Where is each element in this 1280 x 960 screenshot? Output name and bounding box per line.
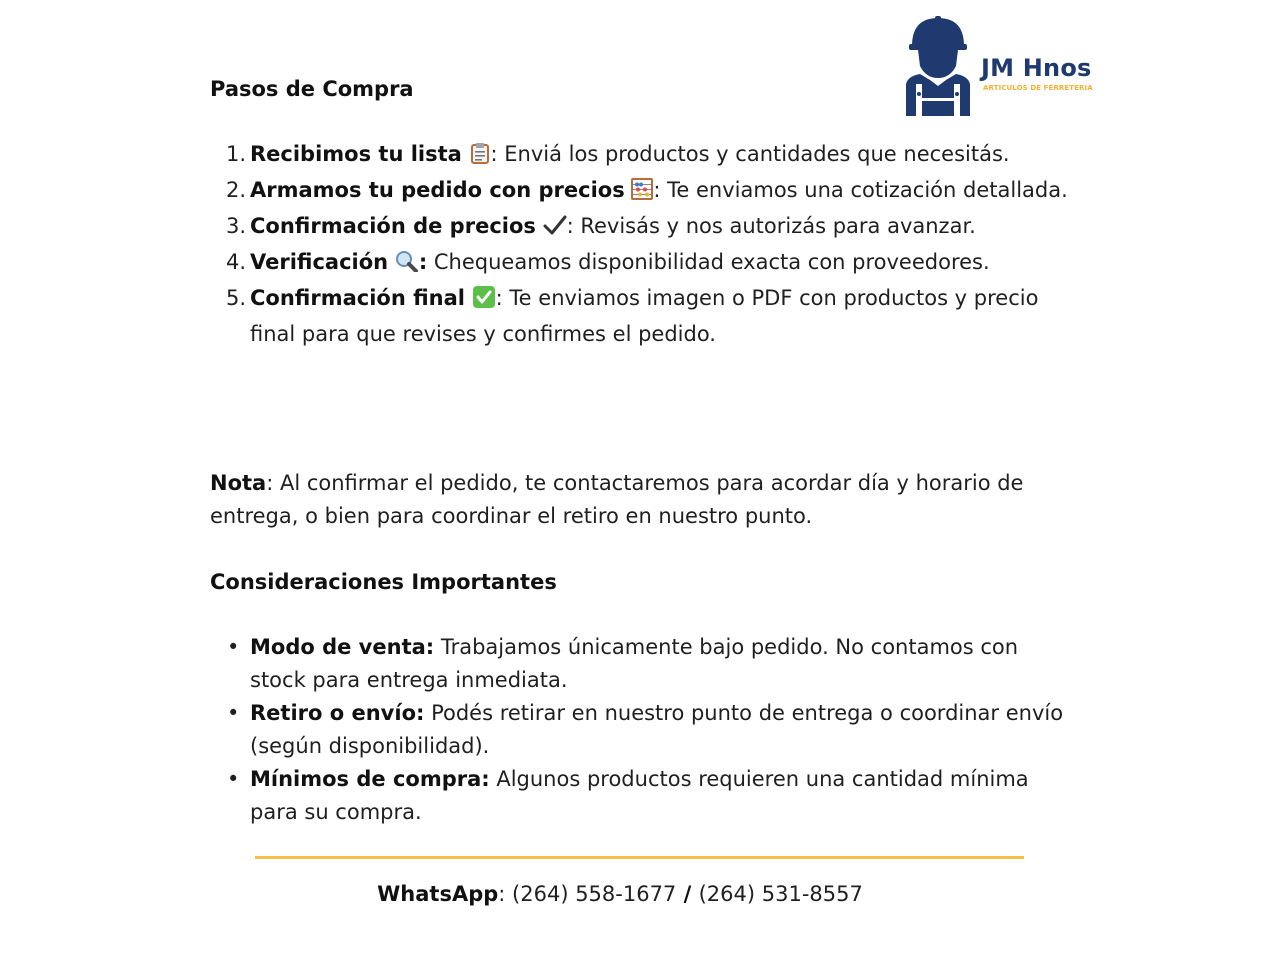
step-item (210, 246, 1070, 282)
step-text: Te enviamos imagen o PDF con productos y precio final para que revises y confirmes el pedido. (250, 286, 1039, 346)
clipboard-icon (469, 141, 491, 174)
bullet: • (227, 701, 240, 725)
considerations-title: Consideraciones Importantes (210, 570, 557, 594)
steps-list (210, 138, 1070, 351)
step-separator: : (490, 142, 498, 166)
consideration-text: Algunos productos requieren una cantidad mínima para su compra. (250, 767, 1029, 824)
whatsapp-contact (0, 879, 1240, 909)
step-separator: : (653, 178, 661, 202)
step-item (210, 282, 1070, 351)
considerations-list (210, 631, 1070, 829)
consideration-title: Retiro o envío: (250, 701, 425, 725)
note-paragraph (210, 467, 1070, 533)
phone-number-2[interactable]: (264) 531-8557 (698, 882, 863, 906)
consideration-title: Mínimos de compra: (250, 767, 490, 791)
phone-separator: / (676, 882, 699, 906)
steps-title: Pasos de Compra (210, 77, 414, 101)
whatsapp-colon: : (498, 882, 513, 906)
brand-logo (900, 14, 1120, 119)
consideration-item (210, 763, 1070, 829)
consideration-text: Trabajamos únicamente bajo pedido. No contamos con stock para entrega inmediata. (250, 635, 1019, 692)
footer-divider (255, 856, 1024, 859)
magnifier-icon (395, 249, 419, 282)
step-separator: : (566, 214, 574, 238)
step-title: Recibimos tu lista (250, 142, 462, 166)
step-number: 1. (226, 142, 247, 166)
worker-helmet-icon (902, 14, 974, 118)
note-text: : Al confirmar el pedido, te contactaremos para acordar día y horario de entrega, o bien para coordinar el retiro en nuestro punto. (210, 471, 1024, 528)
step-title: Verificación (250, 250, 389, 274)
consideration-text: Podés retirar en nuestro punto de entrega o coordinar envío (según disponibilidad). (250, 701, 1064, 758)
step-item (210, 138, 1070, 174)
step-text: Te enviamos una cotización detallada. (660, 178, 1068, 202)
step-title: Confirmación de precios (250, 214, 536, 238)
consideration-title: Modo de venta: (250, 635, 435, 659)
step-item (210, 174, 1070, 210)
abacus-icon (631, 177, 653, 210)
step-separator: : (418, 250, 428, 274)
whatsapp-label: WhatsApp (377, 882, 499, 906)
step-title: Armamos tu pedido con precios (250, 178, 625, 202)
phone-number-1[interactable]: (264) 558-1677 (512, 882, 677, 906)
step-title: Confirmación final (250, 286, 465, 310)
step-text: Enviá los productos y cantidades que necesitás. (497, 142, 1010, 166)
step-number: 5. (226, 286, 247, 310)
step-separator: : (495, 286, 503, 310)
check-box-icon (472, 285, 496, 318)
step-text: Chequeamos disponibilidad exacta con proveedores. (427, 250, 990, 274)
step-number: 4. (226, 250, 247, 274)
consideration-item (210, 631, 1070, 697)
consideration-item (210, 697, 1070, 763)
step-number: 2. (226, 178, 247, 202)
step-item (210, 210, 1070, 246)
note-label: Nota (210, 471, 267, 495)
check-mark-icon (543, 213, 567, 246)
step-number: 3. (226, 214, 247, 238)
step-text: Revisás y nos autorizás para avanzar. (573, 214, 976, 238)
brand-name: JM Hnos (981, 54, 1092, 82)
bullet: • (227, 635, 240, 659)
brand-tagline: ARTICULOS DE FERRETERIA (983, 84, 1093, 92)
bullet: • (227, 767, 240, 791)
